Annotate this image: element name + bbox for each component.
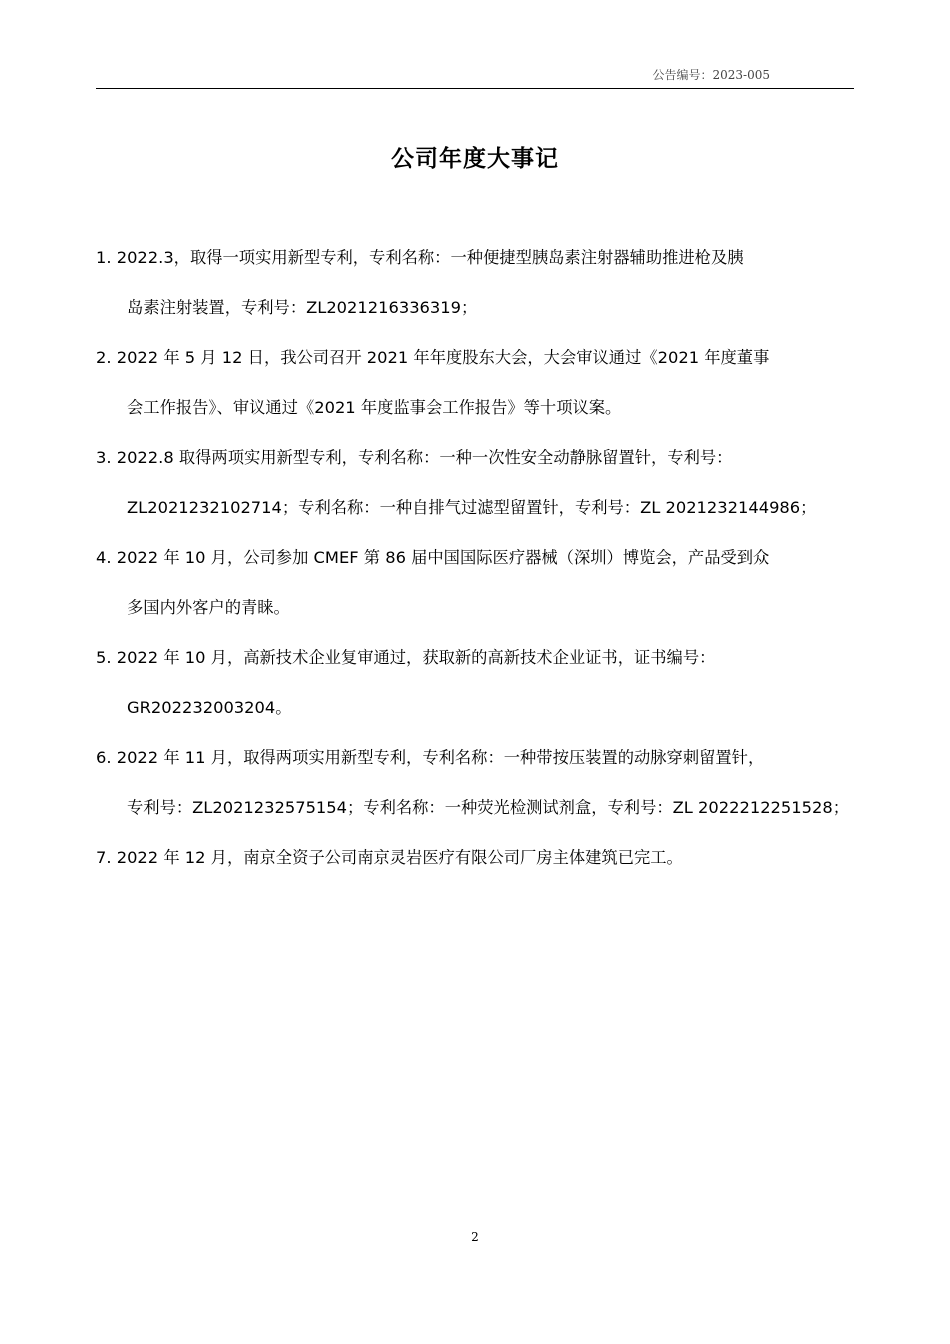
event-text: 4. 2022 年 10 月，公司参加 CMEF 第 86 届中国国际医疗器械（深圳）博览会，产品受到众 xyxy=(96,548,770,567)
event-list xyxy=(96,233,854,883)
event-text-continued: GR202232003204。 xyxy=(127,698,292,717)
event-text-continued: 会工作报告》、审议通过《2021 年度监事会工作报告》等十项议案。 xyxy=(127,398,622,417)
event-text-continued: 多国内外客户的青睐。 xyxy=(127,598,290,617)
event-text: 2. 2022 年 5 月 12 日，我公司召开 2021 年年度股东大会，大会审议通过《2021 年度董事 xyxy=(96,348,770,367)
event-text: 7. 2022 年 12 月，南京全资子公司南京灵岩医疗有限公司厂房主体建筑已完工。 xyxy=(96,848,683,867)
event-text: 3. 2022.8 取得两项实用新型专利，专利名称：一种一次性安全动静脉留置针，专利号： xyxy=(96,448,733,467)
event-item-7 xyxy=(96,833,854,883)
announcement-number: 公告编号：2023-005 xyxy=(652,68,770,82)
event-text: 5. 2022 年 10 月，高新技术企业复审通过，获取新的高新技术企业证书，证书编号： xyxy=(96,648,716,667)
event-item-5 xyxy=(96,633,854,733)
event-text: 6. 2022 年 11 月，取得两项实用新型专利，专利名称：一种带按压装置的动脉穿刺留置针， xyxy=(96,748,765,767)
event-item-6 xyxy=(96,733,854,833)
event-text-continued: ZL2021232102714；专利名称：一种自排气过滤型留置针，专利号：ZL 2021232144986； xyxy=(127,498,817,517)
event-text-continued: 岛素注射装置，专利号：ZL2021216336319； xyxy=(127,298,478,317)
event-item-3 xyxy=(96,433,854,533)
event-text: 1. 2022.3，取得一项实用新型专利，专利名称：一种便捷型胰岛素注射器辅助推进枪及胰 xyxy=(96,248,744,267)
event-text-continued: 专利号：ZL2021232575154；专利名称：一种荧光检测试剂盒，专利号：ZL 2022212251528； xyxy=(127,798,849,817)
page-title: 公司年度大事记 xyxy=(391,146,559,172)
event-item-2 xyxy=(96,333,854,433)
header-divider xyxy=(96,88,854,89)
event-item-4 xyxy=(96,533,854,633)
event-item-1 xyxy=(96,233,854,333)
page-number: 2 xyxy=(471,1230,479,1244)
